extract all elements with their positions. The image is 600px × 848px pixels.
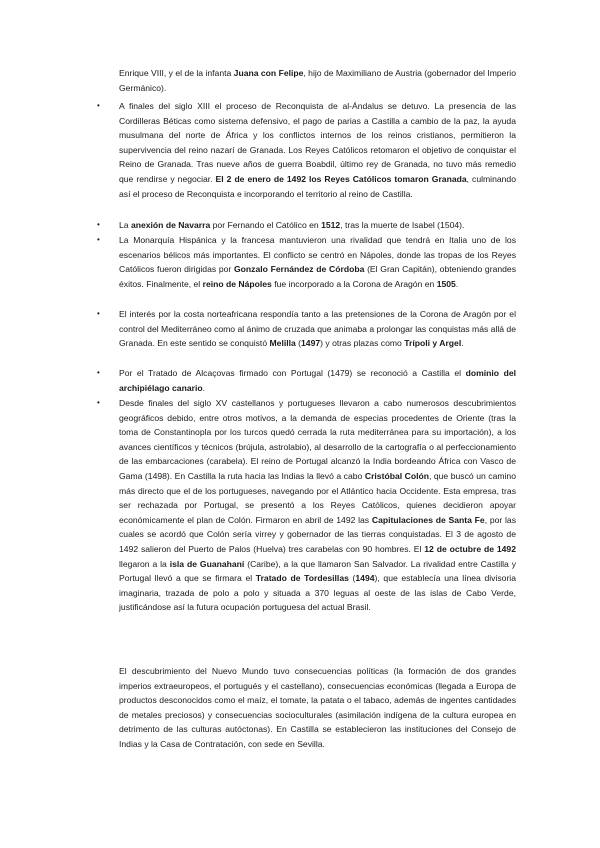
text-run: Por el Tratado de Alcaçovas firmado con Portugal (1479) se reconoció a Castilla el [119,368,466,378]
bold-run: 1494 [355,573,375,584]
text-run: llegaron a la [119,558,170,569]
paragraph-reconquista [119,99,516,201]
text-run: , hijo de Maximiliano de Austria (gobernador del Imperio Germánico). [119,68,516,93]
bold-run: Tratado de Tordesillas [255,573,349,584]
paragraph-canarias [119,366,516,395]
text-run: Desde finales del siglo XV castellanos y portugueses llevaron a cabo numerosos descubrimientos geográficos debido, entre otros motivos, a la demanda de especias procedentes de Oriente (tras la toma de Constantinopla por los turcos quedó cerrada la ruta mediterránea para su importación), a los avances científicos y técnicos (brújula, astrolabio), al desarrollo de la cartografía o al perfeccionamiento de las embarcaciones (carabela). El reino de Portugal alcanzó la India bordeando África con Vasco de Gama (1498). En Castilla la ruta hacia las Indias la llevó a cabo [119,398,516,481]
paragraph-continuation [119,66,516,95]
text-run: , tras la muerte de Isabel (1504). [340,220,465,230]
paragraph-consecuencias [119,664,516,752]
bold-run: 1512 [321,220,341,230]
text-run: por Fernando el Católico en [210,220,322,230]
paragraph-descubrimientos [119,396,516,615]
bold-run: Gonzalo Fernández de Córdoba [233,264,365,275]
bold-run: Melilla [269,338,296,349]
text-run: (El Gran Capitán), obteniendo grandes éxitos. Finalmente, el [119,264,516,289]
bold-run: 12 de octubre de 1492 [424,543,516,554]
bold-run: 1497 [301,338,321,349]
text-run: La Monarquía Hispánica y la francesa mantuvieron una rivalidad que tendrá en Italia uno de los escenarios bélicos más importantes. El conflicto se centró en Nápoles, donde las tropas de los Reyes Católicos fueron dirigidas por [119,235,516,275]
text-run: La [119,220,131,230]
bold-run: Trípoli y Argel [404,338,462,349]
text-run: Enrique VIII, y el de la infanta [119,68,234,78]
text-run: . [202,382,205,393]
text-run: fue incorporado a la Corona de Aragón en [271,278,437,289]
text-run: ( [348,573,356,584]
bullet-icon: • [97,368,100,377]
bullet-icon: • [97,235,100,244]
text-run: El descubrimiento del Nuevo Mundo tuvo consecuencias políticas (la formación de dos grandes imperios extraeuropeos, el portugués y el castellano), consecuencias económicas (llegada a Europa de productos desconocidos como el maíz, el tomate, la patata o el tabaco, además de ingentes cantidades de metales preciosos) y consecuencias socioculturales (asimilación indígena de la cultura europea en detrimento de las culturas autóctonas). En Castilla se establecieron las instituciones del Consejo de Indias y la Casa de Contratación, con sede en Sevilla. [119,666,516,749]
text-run: , que buscó un camino más directo que el de los portugueses, navegando por el Atlántico hacia Occidente. Esta empresa, tras ser rechazada por Portugal, se presentó a los Reyes Católicos, quienes decidieron apoyar económicamente el plan de Colón. Firmaron en abril de 1492 las [119,470,516,525]
text-run: , por las cuales se acordó que Colón sería virrey y gobernador de las tierras conquistadas. El 3 de agosto de 1492 salieron del Puerto de Palos (Huelva) tres carabelas con 90 hombres. El [119,514,516,554]
text-run: . [455,278,459,289]
text-run: . [461,338,464,349]
paragraph-navarra [119,218,516,233]
text-run: A finales del siglo XIII el proceso de Reconquista de al-Ándalus se detuvo. La presencia de las Cordilleras Béticas como sistema defensivo, el pago de parias a Castilla a cambio de la paz, la ayuda musulmana del norte de África y los conflictos internos de los reinos cristianos, permitieron la supervivencia del reino nazarí de Granada. Los Reyes Católicos retomaron el objetivo de conquistar el Reino de Granada. Tras nueve años de guerra Boabdil, último rey de Granada, no tuvo más remedio que rendirse y negociar. [119,101,516,184]
paragraph-norte-africa [119,307,516,351]
bullet-icon: • [97,309,100,318]
bold-run: reino de Nápoles [202,278,272,289]
text-run: ) y otras plazas como [320,338,405,349]
bold-run: 1505 [436,278,456,289]
text-run: (Caribe), a la que llamaron San Salvador. La rivalidad entre Castilla y Portugal llevó a que se firmara el [119,558,516,584]
text-run: , culminando así el proceso de Reconquista e incorporando el territorio al reino de Castilla. [119,173,516,199]
paragraph-italia [119,233,516,291]
bold-run: isla de Guanahaní [169,558,245,569]
bold-run: anexión de Navarra [130,220,211,230]
text-run: ( [295,338,302,349]
bullet-icon: • [97,101,100,110]
bold-run: El 2 de enero de 1492 los Reyes Católicos tomaron Granada [215,173,467,184]
text-run: El interés por la costa norteafricana respondía tanto a las pretensiones de la Corona de Aragón por el control del Mediterráneo como al ánimo de cruzada que animaba a prolongar las conquistas más allá de Granada. En este sentido se conquistó [119,309,516,349]
bold-run: Cristóbal Colón [364,470,429,481]
bold-run: dominio del archipiélago canario [119,368,516,393]
bold-run: Capitulaciones de Santa Fe [371,514,485,525]
bold-run: Juana con Felipe [233,68,304,78]
bullet-icon: • [97,220,100,229]
bullet-icon: • [97,398,100,407]
text-run: ), que establecía una línea divisoria imaginaria, trazada de polo a polo y situada a 370 leguas al oeste de las islas de Cabo Verde, justificándose así la futura ocupación portuguesa del actual Brasil. [119,573,516,613]
